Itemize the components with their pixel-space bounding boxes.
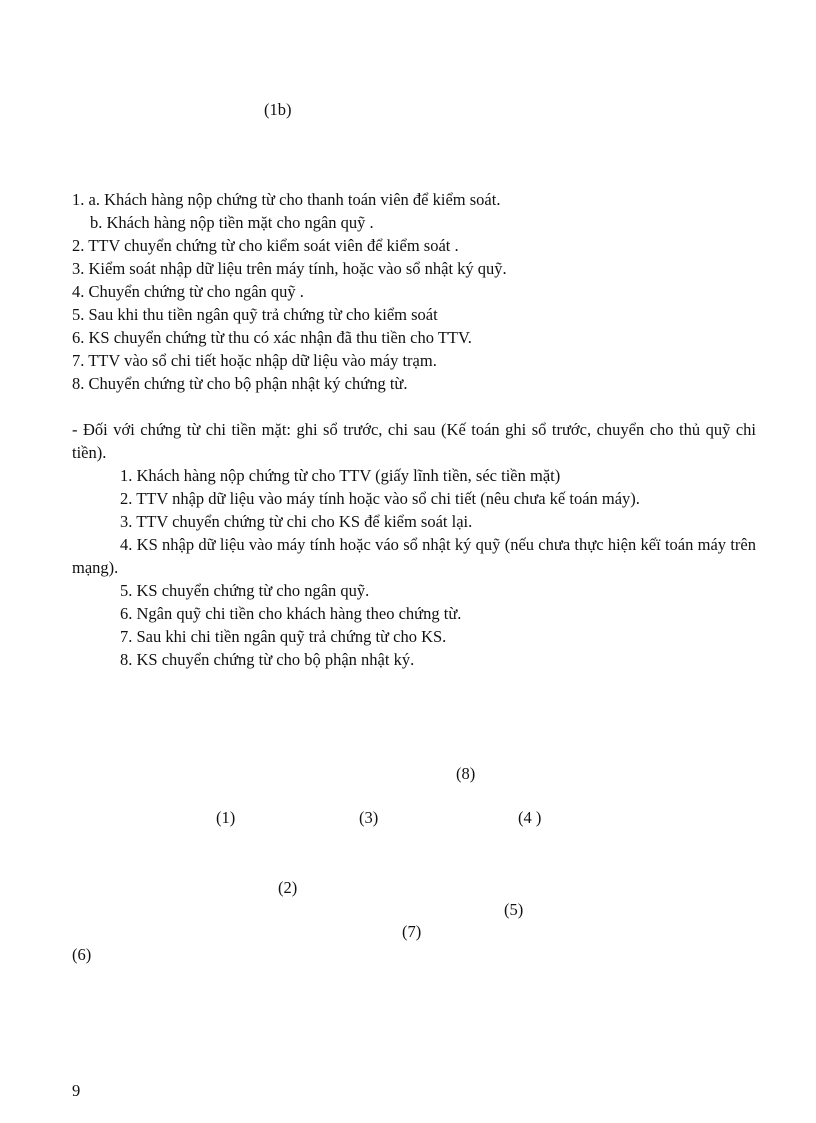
top-label: (1b) bbox=[264, 100, 292, 119]
payment-step: 2. TTV nhập dữ liệu vào máy tính hoặc vào sổ chi tiết (nêu chưa kế toán máy). bbox=[120, 489, 640, 508]
diagram-label-1: (1) bbox=[216, 808, 236, 827]
payment-step: 4. KS nhập dữ liệu vào máy tính hoặc váo sổ nhật ký quỹ (nếu chưa thực hiện kếï toán máy trên mạng). bbox=[72, 535, 756, 577]
diagram-label-3: (3) bbox=[359, 808, 379, 827]
receipt-step: 8. Chuyển chứng từ cho bộ phận nhật ký chứng từ. bbox=[72, 374, 408, 393]
receipt-step: 7. TTV vào sổ chi tiết hoặc nhập dữ liệu vào máy trạm. bbox=[72, 351, 437, 370]
payment-step: 1. Khách hàng nộp chứng từ cho TTV (giấy lĩnh tiền, séc tiền mặt) bbox=[120, 466, 561, 485]
receipt-step: 6. KS chuyển chứng từ thu có xác nhận đã thu tiền cho TTV. bbox=[72, 328, 472, 347]
diagram-label-4: (4 ) bbox=[518, 808, 542, 827]
diagram-label-7: (7) bbox=[402, 922, 422, 941]
receipt-step: 5. Sau khi thu tiền ngân quỹ trả chứng từ cho kiểm soát bbox=[72, 305, 438, 324]
receipt-step: 1. a. Khách hàng nộp chứng từ cho thanh toán viên để kiểm soát. bbox=[72, 190, 501, 209]
diagram-label-8: (8) bbox=[456, 764, 476, 783]
payment-step: 8. KS chuyển chứng từ cho bộ phận nhật ký. bbox=[120, 650, 415, 669]
diagram-label-6: (6) bbox=[72, 945, 92, 964]
payment-step: 5. KS chuyển chứng từ cho ngân quỹ. bbox=[120, 581, 370, 600]
receipt-step: 3. Kiểm soát nhập dữ liệu trên máy tính, hoặc vào sổ nhật ký quỹ. bbox=[72, 259, 507, 278]
payment-step: 3. TTV chuyển chứng từ chi cho KS để kiểm soát lại. bbox=[120, 512, 473, 531]
diagram-label-2: (2) bbox=[278, 878, 298, 897]
payment-step: 7. Sau khi chi tiền ngân quỹ trả chứng từ cho KS. bbox=[120, 627, 447, 646]
payment-step: 6. Ngân quỹ chi tiền cho khách hàng theo chứng từ. bbox=[120, 604, 462, 623]
page-number: 9 bbox=[72, 1081, 81, 1100]
receipt-step: b. Khách hàng nộp tiền mặt cho ngân quỹ . bbox=[90, 213, 374, 232]
receipt-step: 2. TTV chuyển chứng từ cho kiểm soát viên để kiểm soát . bbox=[72, 236, 459, 255]
receipt-step: 4. Chuyển chứng từ cho ngân quỹ . bbox=[72, 282, 304, 301]
payment-intro: - Đối với chứng từ chi tiền mặt: ghi sổ trước, chi sau (Kế toán ghi sổ trước, chuyển cho thủ quỹ chi tiền). bbox=[72, 420, 756, 462]
diagram-label-5: (5) bbox=[504, 900, 524, 919]
